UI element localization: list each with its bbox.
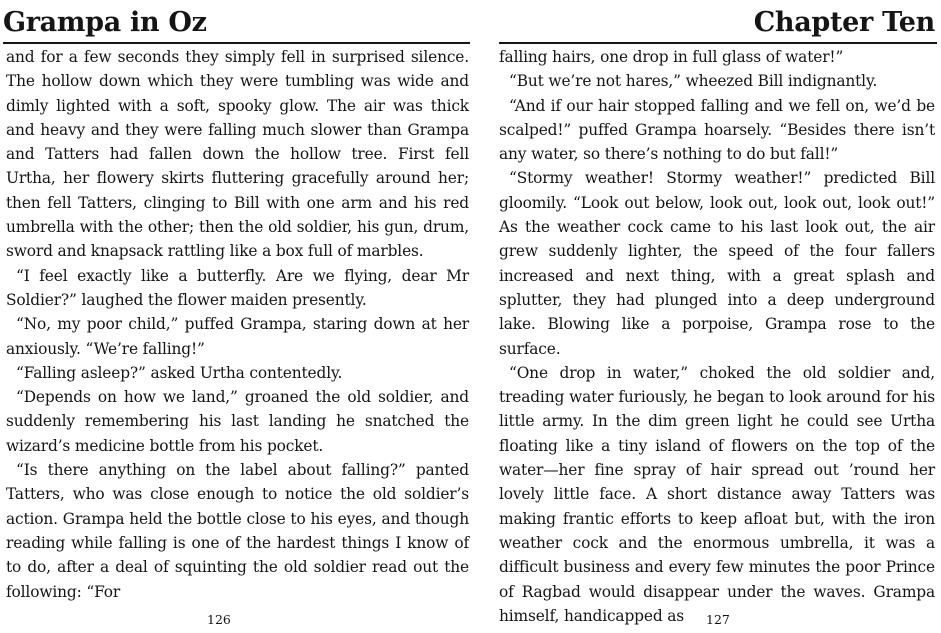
left-page-header: Grampa in Oz — [3, 7, 207, 38]
right-header-rule — [499, 42, 937, 44]
paragraph: “No, my poor child,” puffed Grampa, staring down at her anxiously. “We’re falling!” — [6, 315, 469, 358]
right-page-number: 127 — [706, 612, 730, 627]
right-page-body — [499, 45, 935, 628]
paragraph: “Depends on how we land,” groaned the old soldier, and suddenly remembering his last landing he snatched the wizard’s medicine bottle from his pocket. — [6, 388, 469, 455]
paragraph: and for a few seconds they simply fell in surprised silence. The hollow down which they were tumbling was wide and dimly lighted with a soft, spooky glow. The air was thick and heavy and they were falling much slower than Grampa and Tatters had fallen down the hollow tree. First fell Urtha, her flowery skirts fluttering gracefully around her; then fell Tatters, clinging to Bill with one arm and his red umbrella with the other; then the old soldier, his gun, drum, sword and knapsack rattling like a box full of marbles. — [6, 48, 469, 261]
paragraph: “And if our hair stopped falling and we fell on, we’d be scalped!” puffed Grampa hoarsely. “Besides there isn’t any water, so there’s nothing to do but fall!” — [499, 96, 935, 164]
left-page-body — [6, 45, 469, 604]
paragraph: “Stormy weather! Stormy weather!” predicted Bill gloomily. “Look out below, look out, look out, look out!” As the weather cock came to his last look out, the air grew suddenly lighter, the speed of the four fallers increased and next thing, with a great splash and splutter, they had plunged into a deep underground lake. Blowing like a porpoise, Grampa rose to the surface. — [499, 169, 935, 358]
paragraph: “Is there anything on the label about falling?” panted Tatters, who was close enough to notice the old soldier’s action. Grampa held the bottle close to his eyes, and though reading while falling is one of the hardest things I know of to do, after a deal of squinting the old soldier read out the following: “For — [6, 461, 469, 601]
paragraph: “I feel exactly like a butterfly. Are we flying, dear Mr Soldier?” laughed the flower maiden presently. — [6, 266, 469, 309]
paragraph: “Falling asleep?” asked Urtha contentedly. — [16, 363, 343, 382]
paragraph: “But we’re not hares,” wheezed Bill indignantly. — [509, 72, 878, 91]
left-page-number: 126 — [207, 612, 231, 627]
paragraph: “One drop in water,” choked the old soldier and, treading water furiously, he began to look around for his little army. In the dim green light he could see Urtha floating like a tiny island of flowers on the top of the water—her fine spray of hair spread out ’round her lovely little face. A short distance away Tatters was making frantic efforts to keep afloat but, with the iron weather cock and the enormous umbrella, it was a difficult business and every few minutes the poor Prince of Ragbad would disappear under the waves. Grampa himself, handicapped as — [499, 363, 935, 625]
left-header-rule — [3, 42, 470, 44]
right-page-header: Chapter Ten — [753, 7, 935, 38]
paragraph: falling hairs, one drop in full glass of water!” — [499, 48, 844, 66]
